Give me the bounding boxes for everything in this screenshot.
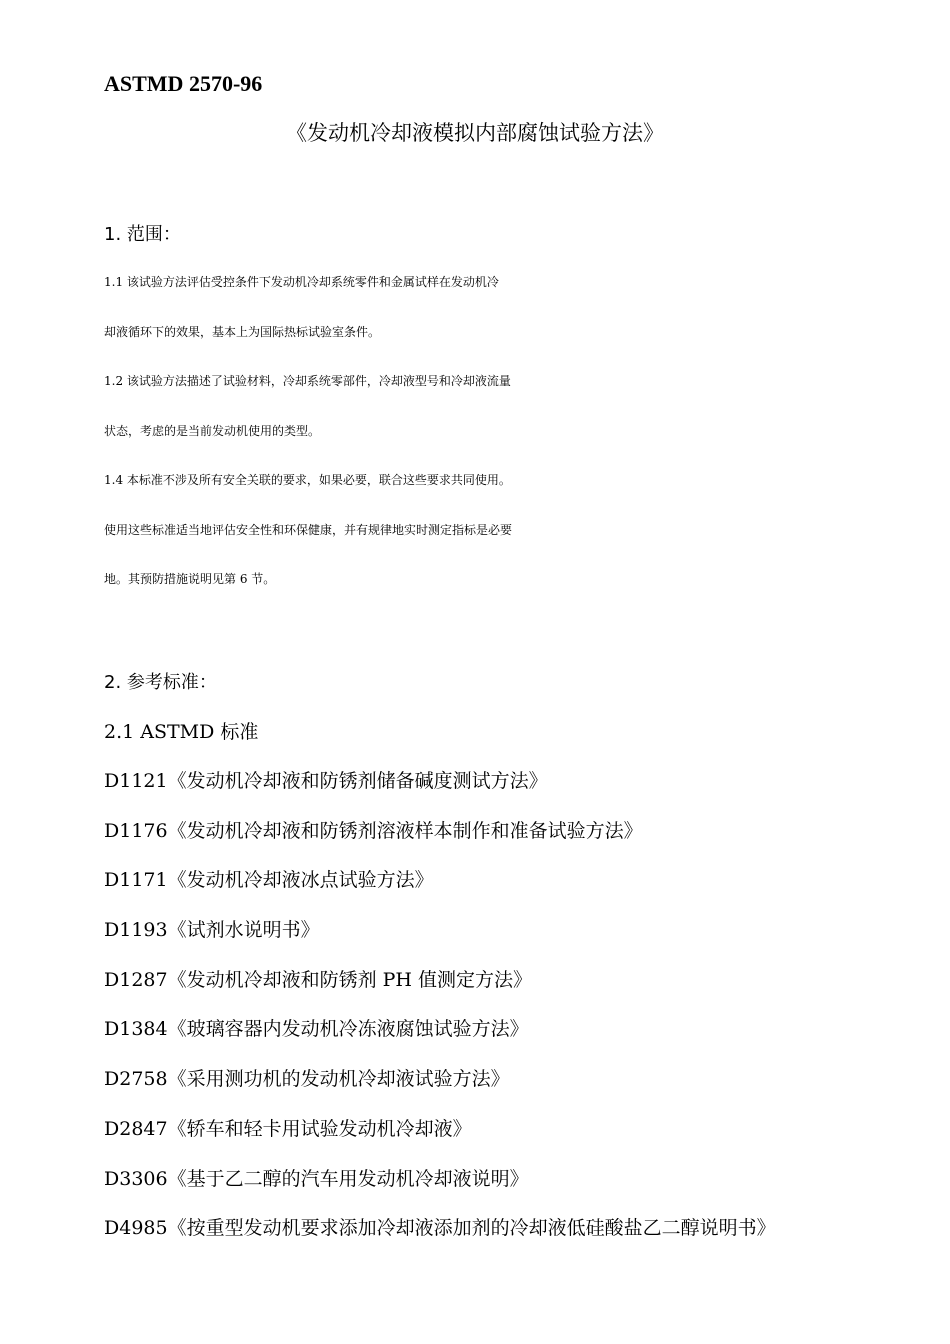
reference-item: D1287《发动机冷却液和防锈剂 PH 值测定方法》	[104, 969, 533, 991]
reference-item: D1121《发动机冷却液和防锈剂储备碱度测试方法》	[104, 770, 548, 792]
reference-item: D4985《按重型发动机要求添加冷却液添加剂的冷却液低硅酸盐乙二醇说明书》	[104, 1217, 776, 1239]
reference-item: D2847《轿车和轻卡用试验发动机冷却液》	[104, 1118, 472, 1140]
document-code: ASTMD 2570-96	[104, 71, 263, 96]
paragraph-line: 地。其预防措施说明见第 6 节。	[104, 572, 276, 586]
section-2-1-subheading: 2.1 ASTMD 标准	[104, 721, 259, 743]
paragraph-line: 1.4 本标准不涉及所有安全关联的要求，如果必要，联合这些要求共同使用。	[104, 473, 511, 487]
document-title: 《发动机冷却液模拟内部腐蚀试验方法》	[286, 121, 664, 145]
reference-item: D1384《玻璃容器内发动机冷冻液腐蚀试验方法》	[104, 1018, 529, 1040]
reference-item: D3306《基于乙二醇的汽车用发动机冷却液说明》	[104, 1168, 529, 1190]
section-2-heading: 2. 参考标准：	[104, 672, 217, 693]
reference-item: D1176《发动机冷却液和防锈剂溶液样本制作和准备试验方法》	[104, 820, 643, 842]
paragraph-line: 1.1 该试验方法评估受控条件下发动机冷却系统零件和金属试样在发动机冷	[104, 275, 499, 289]
paragraph-1-2	[104, 357, 864, 456]
reference-item: D1171《发动机冷却液冰点试验方法》	[104, 869, 434, 891]
paragraph-1-4	[104, 456, 864, 605]
section-1-heading: 1. 范围：	[104, 224, 181, 245]
reference-item: D2758《采用测功机的发动机冷却液试验方法》	[104, 1068, 510, 1090]
paragraph-line: 却液循环下的效果，基本上为国际热标试验室条件。	[104, 324, 381, 339]
paragraph-line: 使用这些标准适当地评估安全性和环保健康，并有规律地实时测定指标是必要	[104, 522, 513, 537]
paragraph-line: 状态，考虑的是当前发动机使用的类型。	[104, 423, 321, 438]
reference-item: D1193《试剂水说明书》	[104, 919, 320, 941]
paragraph-line: 1.2 该试验方法描述了试验材料，冷却系统零部件，冷却液型号和冷却液流量	[104, 374, 511, 388]
paragraph-1-1	[104, 258, 864, 357]
